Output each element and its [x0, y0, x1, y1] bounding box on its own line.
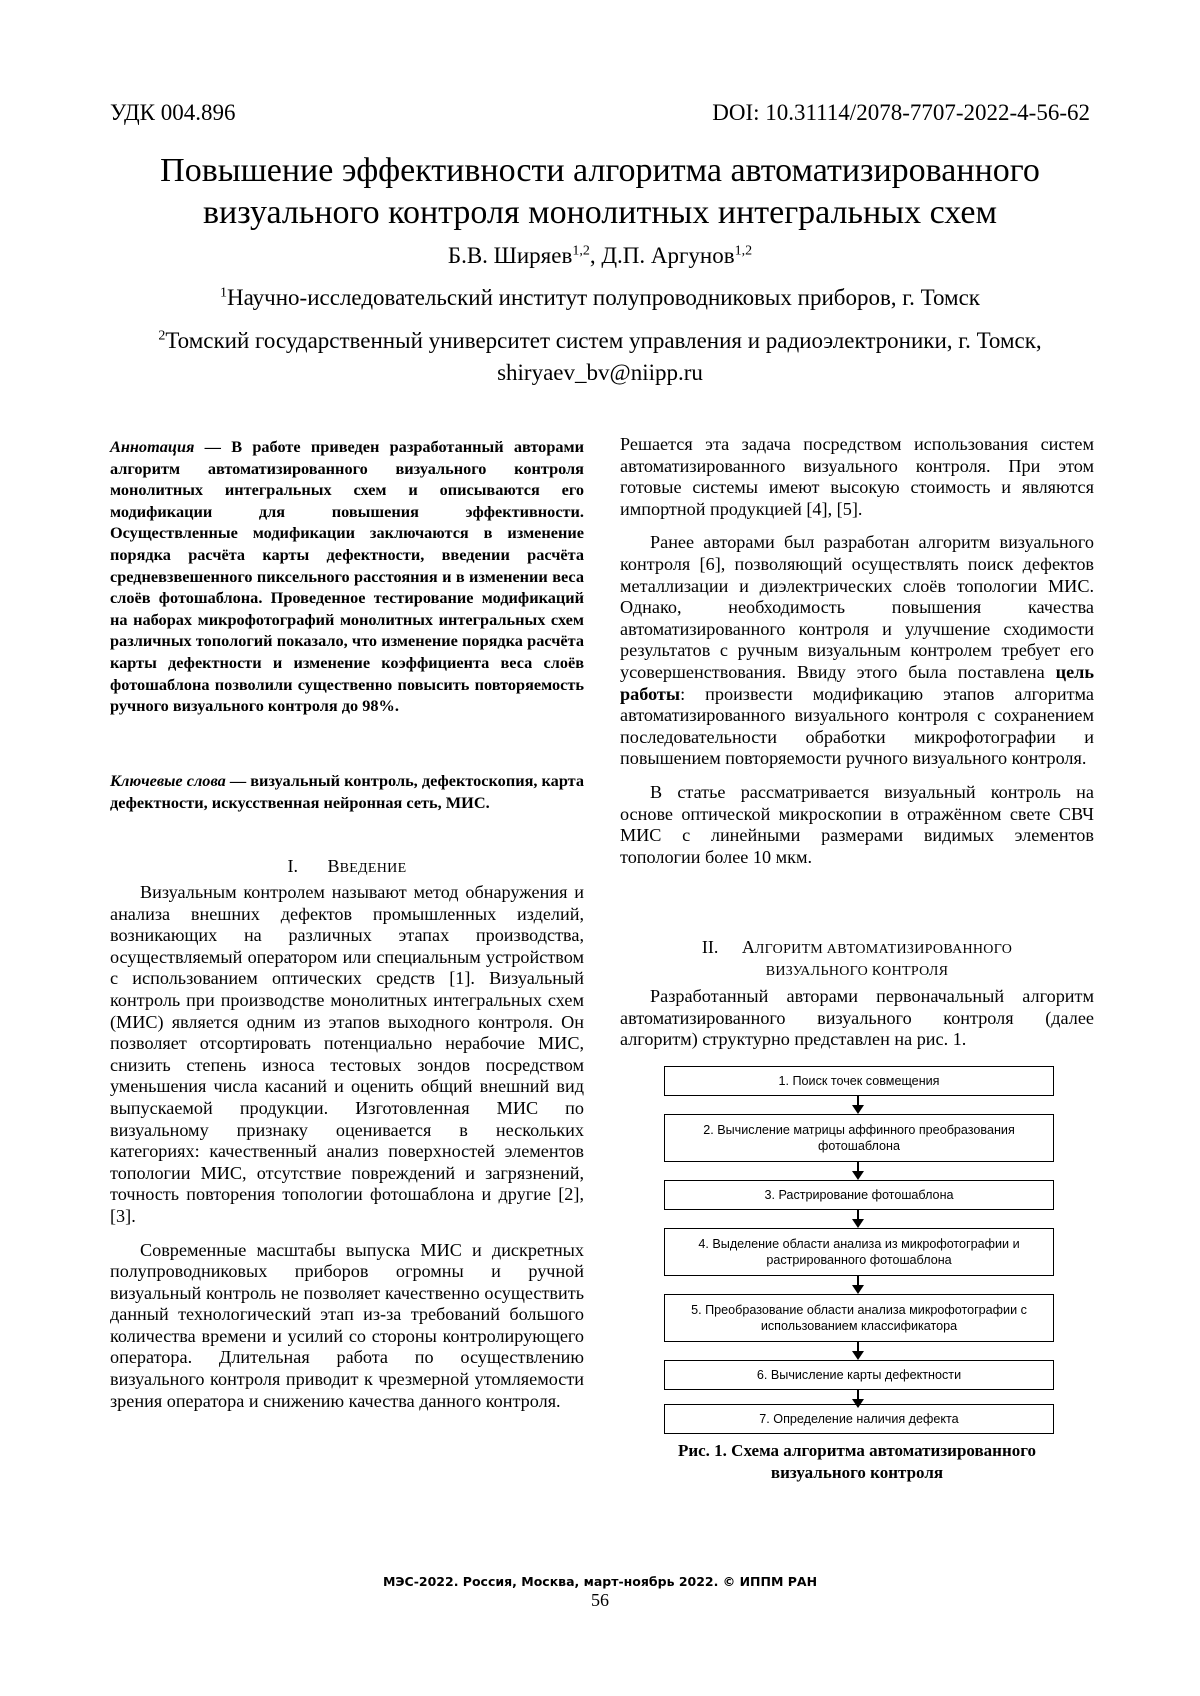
flowchart-arrowhead: [852, 1285, 864, 1294]
affiliation-2-text: Томский государственный университет систем управления и радиоэлектроники, г. Томск,: [165, 328, 1042, 353]
title-line-1: Повышение эффективности алгоритма автоматизированного: [160, 152, 1040, 189]
keywords-label: Ключевые слова: [110, 771, 226, 790]
abstract-text: — В работе приведен разработанный авторами алгоритм автоматизированного визуального контроля монолитных интегральных схем и описываются его модификации для повышения эффективности. Осуществленные модификации заключаются в изменение порядка расчёта карты дефектности, введении расчёта средневзвешенного пиксельного расстояния и в изменении веса слоёв фотошаблона. Проведенное тестирование модификаций на наборах микрофотографий монолитных интегральных схем различных топологий показало, что изменение порядка расчёта карты дефектности и изменение коэффициента веса слоёв фотошаблона позволили существенно повысить повторяемость ручного визуального контроля до 98%.: [110, 437, 584, 716]
title-line-2: визуального контроля монолитных интегральных схем: [202, 194, 997, 231]
flowchart-arrow: [857, 1210, 859, 1219]
flowchart-step-3: 3. Растрирование фотошаблона: [664, 1180, 1054, 1210]
author-1-affil: 1,2: [572, 243, 590, 259]
section-1-title-cap: В: [327, 856, 340, 876]
flowchart-step-4: 4. Выделение области анализа из микрофотографии и растрированного фотошаблона: [664, 1228, 1054, 1276]
section-2-heading: [620, 936, 1094, 983]
paragraph: Современные масштабы выпуска МИС и дискретных полупроводниковых приборов огромны и ручной визуальный контроль не позволяет качественно осуществить данный технологический этап из-за требований большого количества времени и усилий со стороны контролирующего оператора. Длительная работа по осуществлению визуального контроля приводит к чрезмерной утомляемости зрения оператора и снижению качества данного контроля.: [110, 1239, 584, 1411]
flowchart-arrow: [857, 1342, 859, 1351]
flowchart-arrowhead: [852, 1105, 864, 1114]
affiliation-2: [60, 325, 1140, 389]
goal-term: цель работы: [620, 661, 1094, 704]
paragraph: Решается эта задача посредством использования систем автоматизированного визуального контроля. При этом готовые системы имеют высокую стоимость и являются импортной продукцией [4], [5].: [620, 434, 1094, 519]
abstract-block: [110, 436, 584, 717]
keywords: [110, 770, 584, 813]
section-1-number: I.: [287, 856, 299, 876]
doi: DOI: 10.31114/2078-7707-2022-4-56-62: [712, 100, 1090, 125]
section-2-title-cap: А: [741, 937, 755, 957]
authors: [0, 243, 1200, 269]
page-header: [110, 100, 1090, 132]
paragraph-text: : произвести модификацию этапов алгоритма автоматизированного визуального контроля с сохранением последовательности обработки микрофотографии и повышением повторяемости ручного визуального контроля.: [620, 683, 1094, 769]
affiliation-1: [60, 282, 1140, 314]
section-2-title-line-2: ВИЗУАЛЬНОГО КОНТРОЛЯ: [765, 964, 949, 979]
figure-caption-line-2: визуального контроля: [770, 1463, 944, 1482]
paragraph: В статье рассматривается визуальный контроль на основе оптической микроскопии в отражённом свете СВЧ МИС с линейными размерами видимых элементов топологии более 10 мкм.: [620, 781, 1094, 867]
paper-title: [60, 150, 1140, 234]
affiliation-1-mark: 1: [220, 285, 228, 301]
flowchart-step-2: 2. Вычисление матрицы аффинного преобразования фотошаблона: [664, 1114, 1054, 1162]
section-1-title: ВЕДЕНИЕ: [339, 861, 407, 876]
conference-footer: МЭС-2022. Россия, Москва, март-ноябрь 2022. © ИППМ РАН: [382, 1574, 818, 1589]
flowchart-arrow: [857, 1276, 859, 1285]
flowchart-arrow: [857, 1390, 859, 1399]
affiliation-1-text: Научно-исследовательский институт полупроводниковых приборов, г. Томск: [227, 285, 980, 310]
section-1-body: [110, 882, 584, 1412]
keywords-text: — визуальный контроль, дефектоскопия, карта дефектности, искусственная нейронная сеть, МИС.: [110, 771, 584, 812]
flowchart-step-6: 6. Вычисление карты дефектности: [664, 1360, 1054, 1390]
paragraph: Визуальным контролем называют метод обнаружения и анализа внешних дефектов промышленных изделий, возникающих на различных этапах производства, осуществляемый оператором или специальным устройством с использованием оптических средств [1]. Визуальный контроль при производстве монолитных интегральных схем (МИС) является одним из этапов выходного контроля. Он позволяет отсортировать потенциально нерабочие МИС, снизить степень износа тестовых зондов посредством уменьшения числа касаний и оценить общий внешний вид выпускаемой продукции. Изготовленная МИС по визуальному признаку оценивается в нескольких категориях: качественный анализ поверхностей элементов топологии МИС, отсутствие повреждений и загрязнений, точность повторения топологии фотошаблона и другие [2], [3].: [110, 882, 584, 1226]
flowchart-step-7: 7. Определение наличия дефекта: [664, 1404, 1054, 1434]
right-column-body: [620, 434, 1094, 868]
section-2-title-line-1: ЛГОРИТМ АВТОМАТИЗИРОВАННОГО: [754, 942, 1013, 957]
flowchart-step-5: 5. Преобразование области анализа микрофотографии с использованием классификатора: [664, 1294, 1054, 1342]
flowchart-arrowhead: [852, 1351, 864, 1360]
figure-caption: [630, 1440, 1084, 1484]
flowchart-arrow: [857, 1096, 859, 1105]
author-separator: ,: [589, 243, 602, 268]
abstract: [110, 436, 584, 717]
keywords-block: [110, 770, 584, 813]
paragraph: [620, 532, 1094, 770]
figure-caption-line-1: Рис. 1. Схема алгоритма автоматизированного: [677, 1441, 1037, 1460]
abstract-label: Аннотация: [110, 437, 195, 456]
author-2: Д.П. Аргунов: [601, 243, 735, 268]
flowchart-arrow: [857, 1162, 859, 1171]
section-1-heading: [110, 855, 584, 880]
paragraph-text: Ранее авторами был разработан алгоритм визуального контроля [6], позволяющий осуществлять поиск дефектов металлизации и диэлектрических слоёв топологии МИС. Однако, необходимость повышения качества автоматизированного контроля и улучшение сходимости результатов с ручным визуальным контролем требует его усовершенствования. Ввиду этого была поставлена: [620, 532, 1094, 682]
affiliation-2-mark: 2: [158, 328, 166, 344]
paragraph: Разработанный авторами первоначальный алгоритм автоматизированного визуального контроля (далее алгоритм) структурно представлен на рис. 1.: [620, 986, 1094, 1050]
udk-code: УДК 004.896: [110, 100, 236, 125]
author-2-affil: 1,2: [734, 243, 753, 259]
flowchart-step-1: 1. Поиск точек совмещения: [664, 1066, 1054, 1096]
flowchart-arrowhead: [852, 1171, 864, 1180]
page-number: 56: [591, 1590, 609, 1610]
author-1: Б.В. Ширяев: [447, 243, 573, 268]
section-2-number: II.: [701, 937, 719, 957]
flowchart-arrowhead: [852, 1219, 864, 1228]
section-2-body: [620, 986, 1094, 1051]
email: shiryaev_bv@niipp.ru: [497, 360, 703, 385]
